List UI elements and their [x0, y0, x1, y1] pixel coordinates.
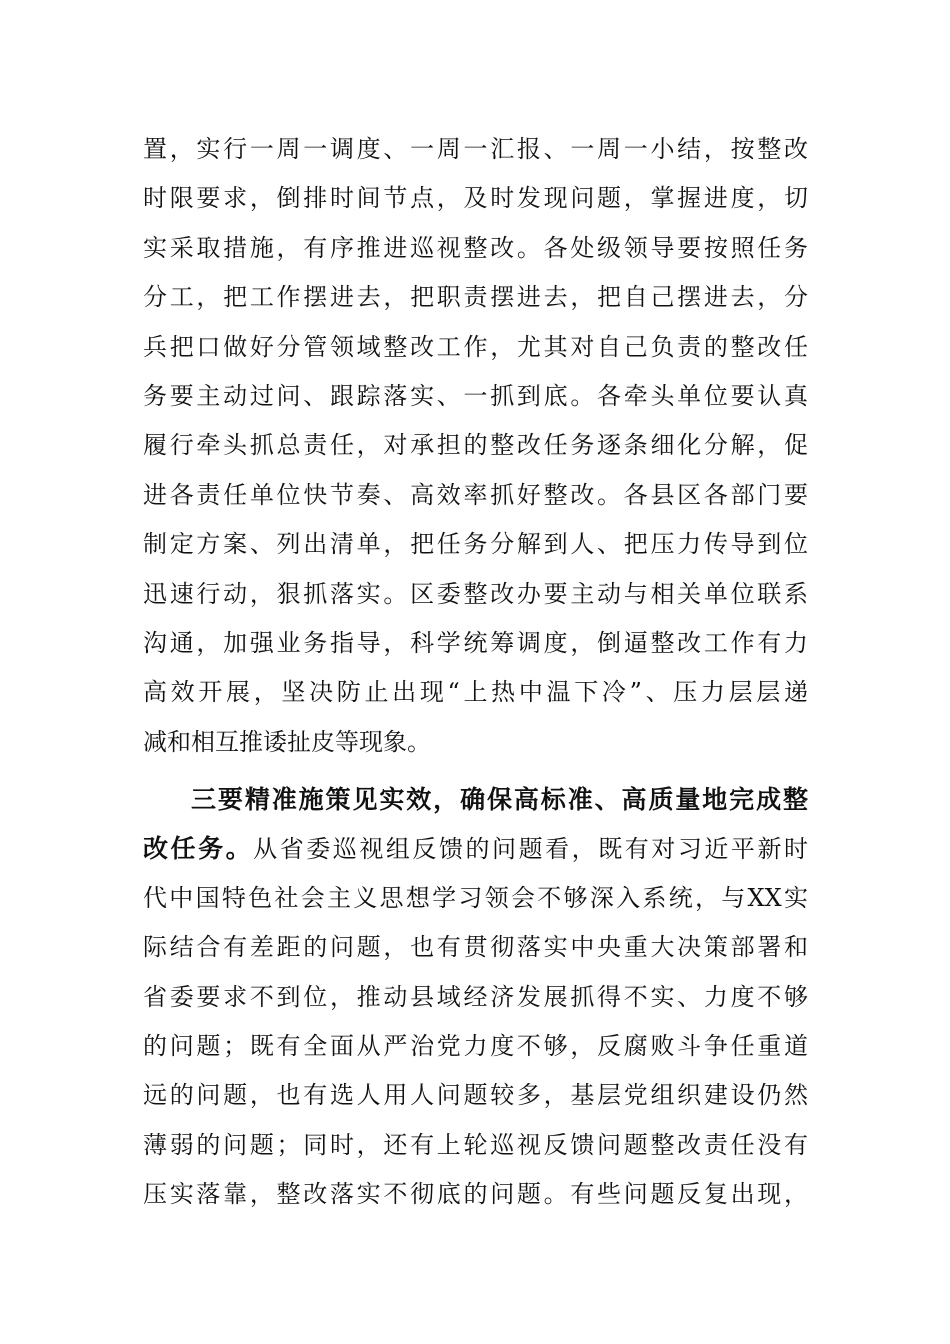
section-heading-end: 改任务。	[143, 834, 254, 864]
paragraph-line: 远的问题，也有选人用人问题较多，基层党组织建设仍然	[143, 1081, 808, 1110]
paragraph-line: 省委要求不到位，推动县域经济发展抓得不实、力度不够	[143, 982, 808, 1011]
paragraph-line: 置，实行一周一调度、一周一汇报、一周一小结，按整改	[143, 135, 808, 163]
paragraph-line: 压实落靠，整改落实不彻底的问题。有些问题反复出现，	[143, 1180, 808, 1209]
paragraph-line: 履行牵头抓总责任，对承担的整改任务逐条细化分解，促	[143, 431, 808, 460]
paragraph-line: 沟通，加强业务指导，科学统筹调度，倒逼整改工作有力	[143, 628, 808, 657]
paragraph-line: 减和相互推诿扯皮等现象。	[143, 727, 431, 756]
paragraph-line: 迅速行动，狠抓落实。区委整改办要主动与相关单位联系	[143, 579, 808, 608]
paragraph-line: 薄弱的问题；同时，还有上轮巡视反馈问题整改责任没有	[143, 1130, 808, 1159]
paragraph-line: 际结合有差距的问题，也有贯彻落实中央重大决策部署和	[143, 933, 808, 962]
paragraph-line: 制定方案、列出清单，把任务分解到人、把压力传导到位	[143, 530, 808, 559]
section-heading: 三要精准施策见实效，确保高标准、高质量地完成整	[191, 785, 808, 814]
paragraph-line: 实采取措施，有序推进巡视整改。各处级领导要按照任务	[143, 233, 808, 262]
paragraph-2	[143, 775, 808, 1220]
paragraph-line: 分工，把工作摆进去，把职责摆进去，把自己摆进去，分	[143, 283, 808, 312]
paragraph-line-rest: 从省委巡视组反馈的问题看，既有对习近平新时	[253, 835, 808, 864]
paragraph-line	[143, 824, 808, 873]
paragraph-line: 时限要求，倒排时间节点，及时发现问题，掌握进度，切	[143, 184, 808, 213]
paragraph-line: 兵把口做好分管领域整改工作，尤其对自己负责的整改任	[143, 332, 808, 361]
paragraph-line: 的问题；既有全面从严治党力度不够，反腐败斗争任重道	[143, 1031, 808, 1060]
paragraph-line: 高效开展，坚决防止出现“上热中温下冷”、压力层层递	[143, 678, 808, 707]
paragraph-1	[143, 125, 808, 767]
paragraph-line: 务要主动过问、跟踪落实、一抓到底。各牵头单位要认真	[143, 381, 808, 410]
paragraph-line: 代中国特色社会主义思想学习领会不够深入系统，与XX实	[143, 883, 808, 912]
paragraph-line: 进各责任单位快节奏、高效率抓好整改。各县区各部门要	[143, 480, 808, 509]
